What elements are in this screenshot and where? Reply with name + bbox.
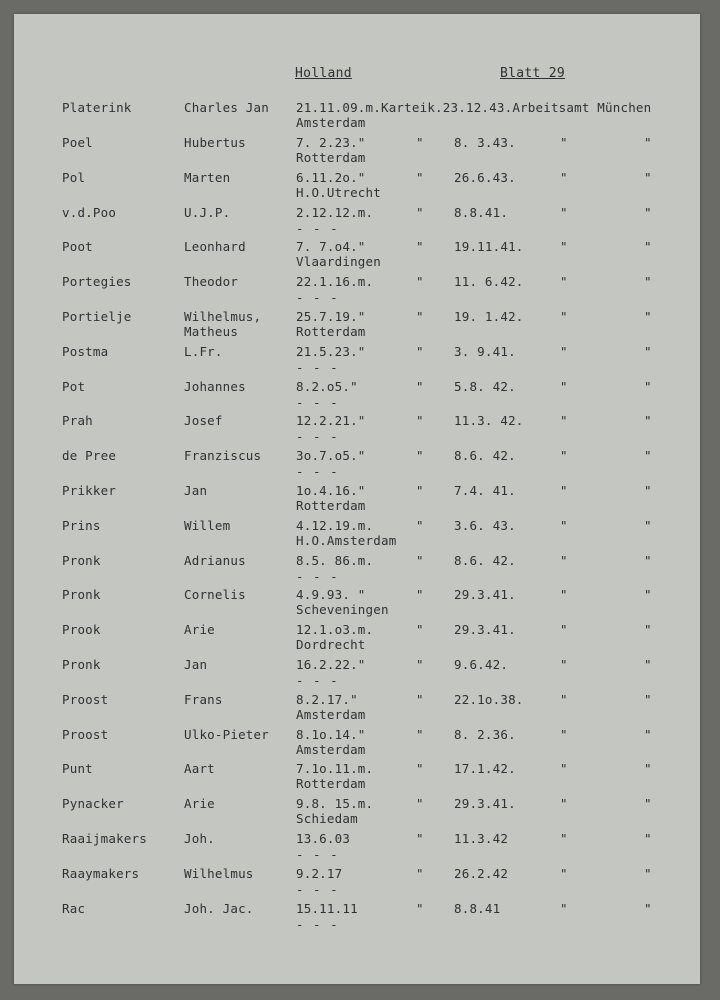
ditto-mark: " [416, 343, 424, 359]
list-item [14, 239, 700, 273]
surname: Raaymakers [62, 865, 140, 881]
surname: Proost [62, 726, 109, 742]
list-item [14, 553, 700, 587]
birth-date: 12.2.21." [296, 413, 366, 429]
ditto-mark: " [416, 552, 424, 568]
list-item [14, 866, 700, 900]
list-item [14, 587, 700, 621]
birth-date: 25.7.19." [296, 309, 366, 324]
birth-date: 9.8. 15.m. [296, 796, 374, 812]
list-item [14, 100, 700, 134]
place-dash: - - - [296, 429, 339, 445]
list-item [14, 483, 700, 517]
surname: Pronk [62, 587, 101, 603]
ditto-mark: " [644, 761, 652, 777]
list-item [14, 761, 700, 795]
given-name: Jan [184, 657, 208, 672]
given-name: Jan [184, 483, 208, 498]
birth-place: Amsterdam [296, 115, 366, 130]
ditto-mark: " [416, 691, 424, 707]
birth-place: Amsterdam [296, 741, 366, 757]
registration-date: 3.6. 43. [454, 517, 516, 533]
birth-date: 15.11.11 [296, 900, 358, 916]
ditto-mark: " [644, 378, 652, 394]
ditto-mark: " [560, 761, 568, 777]
place-dash: - - - [296, 673, 339, 688]
list-item [14, 622, 700, 656]
place-dash: - - - [296, 568, 339, 584]
ditto-mark: " [416, 239, 424, 255]
registration-date: 26.6.43. [454, 169, 516, 185]
ditto-mark: " [644, 657, 652, 672]
birth-date: 7. 2.23." [296, 135, 366, 150]
surname: Pynacker [62, 796, 124, 812]
ditto-mark: " [416, 483, 424, 498]
surname: Platerink [62, 100, 132, 115]
surname: Pol [62, 169, 86, 185]
ditto-mark: " [416, 517, 424, 533]
registration-date: 8.8.41 [454, 900, 501, 916]
ditto-mark: " [416, 274, 424, 290]
birth-date: 12.1.o3.m. [296, 622, 374, 638]
ditto-mark: " [560, 622, 568, 638]
list-item [14, 344, 700, 378]
given-name: Theodor [184, 274, 239, 290]
ditto-mark: " [416, 413, 424, 429]
given-name: Charles Jan [184, 100, 269, 115]
ditto-mark: " [644, 169, 652, 185]
given-name: Wilhelmus [184, 865, 254, 881]
birth-place: Amsterdam [296, 706, 366, 722]
ditto-mark: " [416, 587, 424, 603]
ditto-mark: " [560, 413, 568, 429]
surname: v.d.Poo [62, 204, 117, 220]
birth-date: 4.12.19.m. [296, 517, 374, 533]
ditto-mark: " [560, 726, 568, 742]
ditto-mark: " [644, 552, 652, 568]
birth-place: H.O.Amsterdam [296, 532, 397, 548]
place-dash: - - - [296, 464, 339, 480]
registration-date: 29.3.41. [454, 622, 516, 638]
ditto-mark: " [560, 483, 568, 498]
ditto-mark: " [644, 343, 652, 359]
ditto-mark: " [644, 517, 652, 533]
ditto-mark: " [560, 796, 568, 812]
ditto-mark: " [560, 587, 568, 603]
list-item [14, 205, 700, 239]
surname: Poot [62, 239, 93, 255]
birth-date: 13.6.03 [296, 831, 351, 846]
ditto-mark: " [644, 796, 652, 812]
registration-date: 3. 9.41. [454, 343, 516, 359]
surname: Prikker [62, 483, 117, 498]
ditto-mark: " [416, 796, 424, 812]
registration-date: 5.8. 42. [454, 378, 516, 394]
given-name: Adrianus [184, 552, 246, 568]
ditto-mark: " [560, 239, 568, 255]
ditto-mark: " [644, 622, 652, 638]
ditto-mark: " [644, 448, 652, 464]
registration-date: 26.2.42 [454, 865, 509, 881]
ditto-mark: " [560, 552, 568, 568]
birth-date: 7. 7.o4." [296, 239, 366, 255]
ditto-mark: " [644, 274, 652, 290]
registration-date: 8. 2.36. [454, 726, 516, 742]
header-sheet-number: Blatt 29 [500, 66, 566, 81]
surname: Prah [62, 413, 93, 429]
registration-date: 19.11.41. [454, 239, 524, 255]
list-item [14, 448, 700, 482]
registration-date: 11.3. 42. [454, 413, 524, 429]
ditto-mark: " [416, 900, 424, 916]
list-item [14, 657, 700, 691]
given-name: U.J.P. [184, 204, 231, 220]
birth-date: 3o.7.o5." [296, 448, 366, 464]
ditto-mark: " [560, 378, 568, 394]
registration-date: 11. 6.42. [454, 274, 524, 290]
place-dash: - - - [296, 847, 339, 862]
header-country: Holland [295, 66, 352, 81]
given-name: Wilhelmus, [184, 309, 262, 324]
surname: Proost [62, 691, 109, 707]
birth-date: 22.1.16.m. [296, 274, 374, 290]
ditto-mark: " [644, 413, 652, 429]
ditto-mark: " [416, 761, 424, 777]
given-name: Joh. [184, 831, 215, 846]
ditto-mark: " [644, 483, 652, 498]
registration-date: 7.4. 41. [454, 483, 516, 498]
ditto-mark: " [560, 831, 568, 846]
birth-place: H.O.Utrecht [296, 184, 381, 200]
place-dash: - - - [296, 394, 339, 410]
birth-date: 4.9.93. " [296, 587, 366, 603]
ditto-mark: " [560, 691, 568, 707]
ditto-mark: " [560, 274, 568, 290]
ditto-mark: " [560, 169, 568, 185]
registration-date: 9.6.42. [454, 657, 509, 672]
list-item [14, 901, 700, 935]
ditto-mark: " [416, 622, 424, 638]
birth-date: 21.5.23." [296, 343, 366, 359]
ditto-mark: " [560, 448, 568, 464]
surname: Pronk [62, 657, 101, 672]
list-item [14, 692, 700, 726]
registration-date: 11.3.42 [454, 831, 509, 846]
given-name: Johannes [184, 378, 246, 394]
list-item [14, 170, 700, 204]
ditto-mark: " [644, 726, 652, 742]
given-name: Aart [184, 761, 215, 777]
birth-place: Schiedam [296, 811, 358, 827]
ditto-mark: " [416, 657, 424, 672]
ditto-mark: " [560, 309, 568, 324]
surname: Punt [62, 761, 93, 777]
place-dash: - - - [296, 290, 339, 306]
surname: Poel [62, 135, 93, 150]
list-item [14, 831, 700, 865]
birth-date: 8.2.o5." [296, 378, 358, 394]
birth-place: Dordrecht [296, 637, 366, 653]
surname: Postma [62, 343, 109, 359]
given-name: Frans [184, 691, 223, 707]
given-name: L.Fr. [184, 343, 223, 359]
list-item [14, 518, 700, 552]
list-item [14, 413, 700, 447]
birth-date: 1o.4.16." [296, 483, 366, 498]
registration-date: 8.8.41. [454, 204, 509, 220]
ditto-mark: " [644, 900, 652, 916]
ditto-mark: " [644, 831, 652, 846]
ditto-mark: " [416, 309, 424, 324]
birth-place: Vlaardingen [296, 254, 381, 270]
birth-date: 2.12.12.m. [296, 204, 374, 220]
ditto-mark: " [560, 204, 568, 220]
given-name: Arie [184, 622, 215, 638]
ditto-mark: " [416, 378, 424, 394]
ditto-mark: " [560, 517, 568, 533]
registration-date: 22.1o.38. [454, 691, 524, 707]
ditto-mark: " [644, 865, 652, 881]
birth-date: 16.2.22." [296, 657, 366, 672]
ditto-mark: " [644, 135, 652, 150]
registration-date: 8.6. 42. [454, 552, 516, 568]
ditto-mark: " [416, 204, 424, 220]
registration-date: 8.6. 42. [454, 448, 516, 464]
ditto-mark: " [416, 865, 424, 881]
given-name-2: Matheus [184, 324, 239, 339]
surname: Raaijmakers [62, 831, 147, 846]
place-dash: - - - [296, 881, 339, 897]
birth-place: Rotterdam [296, 776, 366, 792]
list-item [14, 309, 700, 343]
given-name: Leonhard [184, 239, 246, 255]
surname: Prook [62, 622, 101, 638]
birth-place: Rotterdam [296, 150, 366, 165]
ditto-mark: " [416, 726, 424, 742]
given-name: Ulko-Pieter [184, 726, 269, 742]
surname: de Pree [62, 448, 117, 464]
given-name: Marten [184, 169, 231, 185]
ditto-mark: " [644, 691, 652, 707]
ditto-mark: " [644, 587, 652, 603]
ditto-mark: " [560, 900, 568, 916]
given-name: Willem [184, 517, 231, 533]
birth-date: 8.2.17." [296, 691, 358, 707]
list-item [14, 274, 700, 308]
birth-place: Scheveningen [296, 602, 389, 618]
place-dash: - - - [296, 220, 339, 236]
ditto-mark: " [416, 169, 424, 185]
given-name: Cornelis [184, 587, 246, 603]
document-sheet [14, 14, 700, 984]
birth-date: 8.1o.14." [296, 726, 366, 742]
ditto-mark: " [560, 135, 568, 150]
surname: Portielje [62, 309, 132, 324]
surname: Rac [62, 900, 86, 916]
surname: Portegies [62, 274, 132, 290]
birth-place: Rotterdam [296, 498, 366, 513]
list-item [14, 135, 700, 169]
registration-date: 17.1.42. [454, 761, 516, 777]
ditto-mark: " [416, 135, 424, 150]
place-dash: - - - [296, 359, 339, 375]
surname: Pot [62, 378, 86, 394]
place-dash: - - - [296, 916, 339, 932]
ditto-mark: " [560, 343, 568, 359]
ditto-mark: " [416, 448, 424, 464]
birth-date: 7.1o.11.m. [296, 761, 374, 777]
birth-date: 6.11.2o." [296, 169, 366, 185]
list-item [14, 379, 700, 413]
given-name: Joh. Jac. [184, 900, 254, 916]
ditto-mark: " [644, 239, 652, 255]
given-name: Hubertus [184, 135, 246, 150]
birth-date: 8.5. 86.m. [296, 552, 374, 568]
given-name: Franziscus [184, 448, 262, 464]
ditto-mark: " [560, 865, 568, 881]
surname: Pronk [62, 552, 101, 568]
list-item [14, 796, 700, 830]
registration-date: 29.3.41. [454, 796, 516, 812]
birth-date: 9.2.17 [296, 865, 343, 881]
birth-place: Rotterdam [296, 324, 366, 339]
registration-date: 29.3.41. [454, 587, 516, 603]
list-item [14, 727, 700, 761]
registration-date: 19. 1.42. [454, 309, 524, 324]
surname: Prins [62, 517, 101, 533]
given-name: Josef [184, 413, 223, 429]
entry-line: 21.11.09.m.Karteik.23.12.43.Arbeitsamt München [296, 100, 652, 115]
ditto-mark: " [560, 657, 568, 672]
given-name: Arie [184, 796, 215, 812]
ditto-mark: " [416, 831, 424, 846]
registration-date: 8. 3.43. [454, 135, 516, 150]
ditto-mark: " [644, 309, 652, 324]
ditto-mark: " [644, 204, 652, 220]
